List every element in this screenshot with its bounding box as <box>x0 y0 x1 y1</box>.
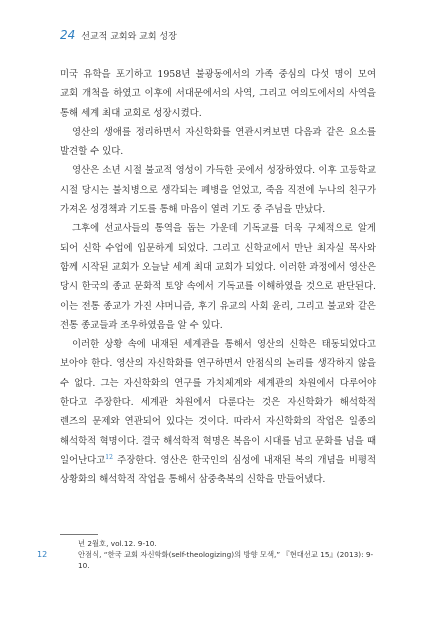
footnote-continued <box>60 538 376 549</box>
footnote-12 <box>37 549 376 571</box>
footnote-continued-text: 년 2월호, vol.12. 9-10. <box>78 539 157 548</box>
paragraph-1: 미국 유학을 포기하고 1958년 불광동에서의 가족 중심의 다섯 명이 모여 교회 개척을 하였고 이후에 서대문에서의 사역, 그리고 여의도에서의 사역을 통해 세계 최대 교회로 성장시켰다. <box>60 69 376 119</box>
footnote-12-text: 안점식, “한국 교회 자신학화(self-theologizing)의 방향 모색,” 『현대선교 15』(2013): 9-10. <box>78 550 374 570</box>
footnote-divider <box>60 534 98 535</box>
paragraph-3: 영산은 소년 시절 불교적 영성이 가득한 곳에서 성장하였다. 이후 고등학교 시절 당시는 불치병으로 생각되는 폐병을 얻었고, 죽음 직전에 누나의 친구가 가져온 성경책과 기도를 통해 마음이 열려 기도 중 주님을 만났다. <box>60 165 376 216</box>
footnote-12-number: 12 <box>37 550 48 559</box>
paragraph-2: 영산의 생애를 정리하면서 자신학화를 연관시켜보면 다음과 같은 요소를 발견할 수 있다. <box>60 126 376 158</box>
paragraph-4: 그후에 선교사들의 통역을 돕는 가운데 기독교를 더욱 구체적으로 알게 되어 신학 수업에 입문하게 되었다. 그리고 신학교에서 만난 최자실 목사와 함께 시작된 교회가 오늘날 세계 최대 교회가 되었다. 이러한 과정에서 영산은 당시 한국의 종교 문화적 토양 속에서 기독교를 이해하였을 것으로 판단된다. 이는 전통 종교가 가진 샤머니즘, 후기 유교의 사회 윤리, 그리고 불교와 같은 전통 종교들과 조우하였음을 알 수 있다. <box>60 223 376 331</box>
paragraph-5-tail: 주장한다. 영산은 한국인의 심성에 내재된 복의 개념을 비평적 상황화의 해석학적 작업을 통해서 삼중축복의 신학을 만들어냈다. <box>60 454 376 486</box>
page-number: 24 <box>60 28 76 42</box>
body-text <box>60 65 376 490</box>
footnotes <box>37 538 376 571</box>
footnote-ref-12[interactable]: 12 <box>105 453 113 461</box>
running-header <box>60 28 177 42</box>
paragraph-5 <box>60 335 376 489</box>
paragraph-5-text: 이러한 상황 속에 내재된 세계관을 통해서 영산의 신학은 태동되었다고 보아야 한다. 영산의 자신학화를 연구하면서 안점식의 논리를 생각하지 않을 수 없다. 그는 자신학화의 연구를 가치체계와 세계관의 차원에서 다루어야 한다고 주장한다. 세계관 차원에서 다룬다는 것은 자신학화가 해석학적 렌즈의 문제와 연관되어 있다는 것이다. 따라서 자신학화의 작업은 일종의 해석학적 혁명이다. 결국 해석학적 혁명은 복음이 시대를 넘고 문화를 넘을 때 일어난다고 <box>60 339 376 466</box>
running-title: 선교적 교회와 교회 성장 <box>81 32 177 42</box>
